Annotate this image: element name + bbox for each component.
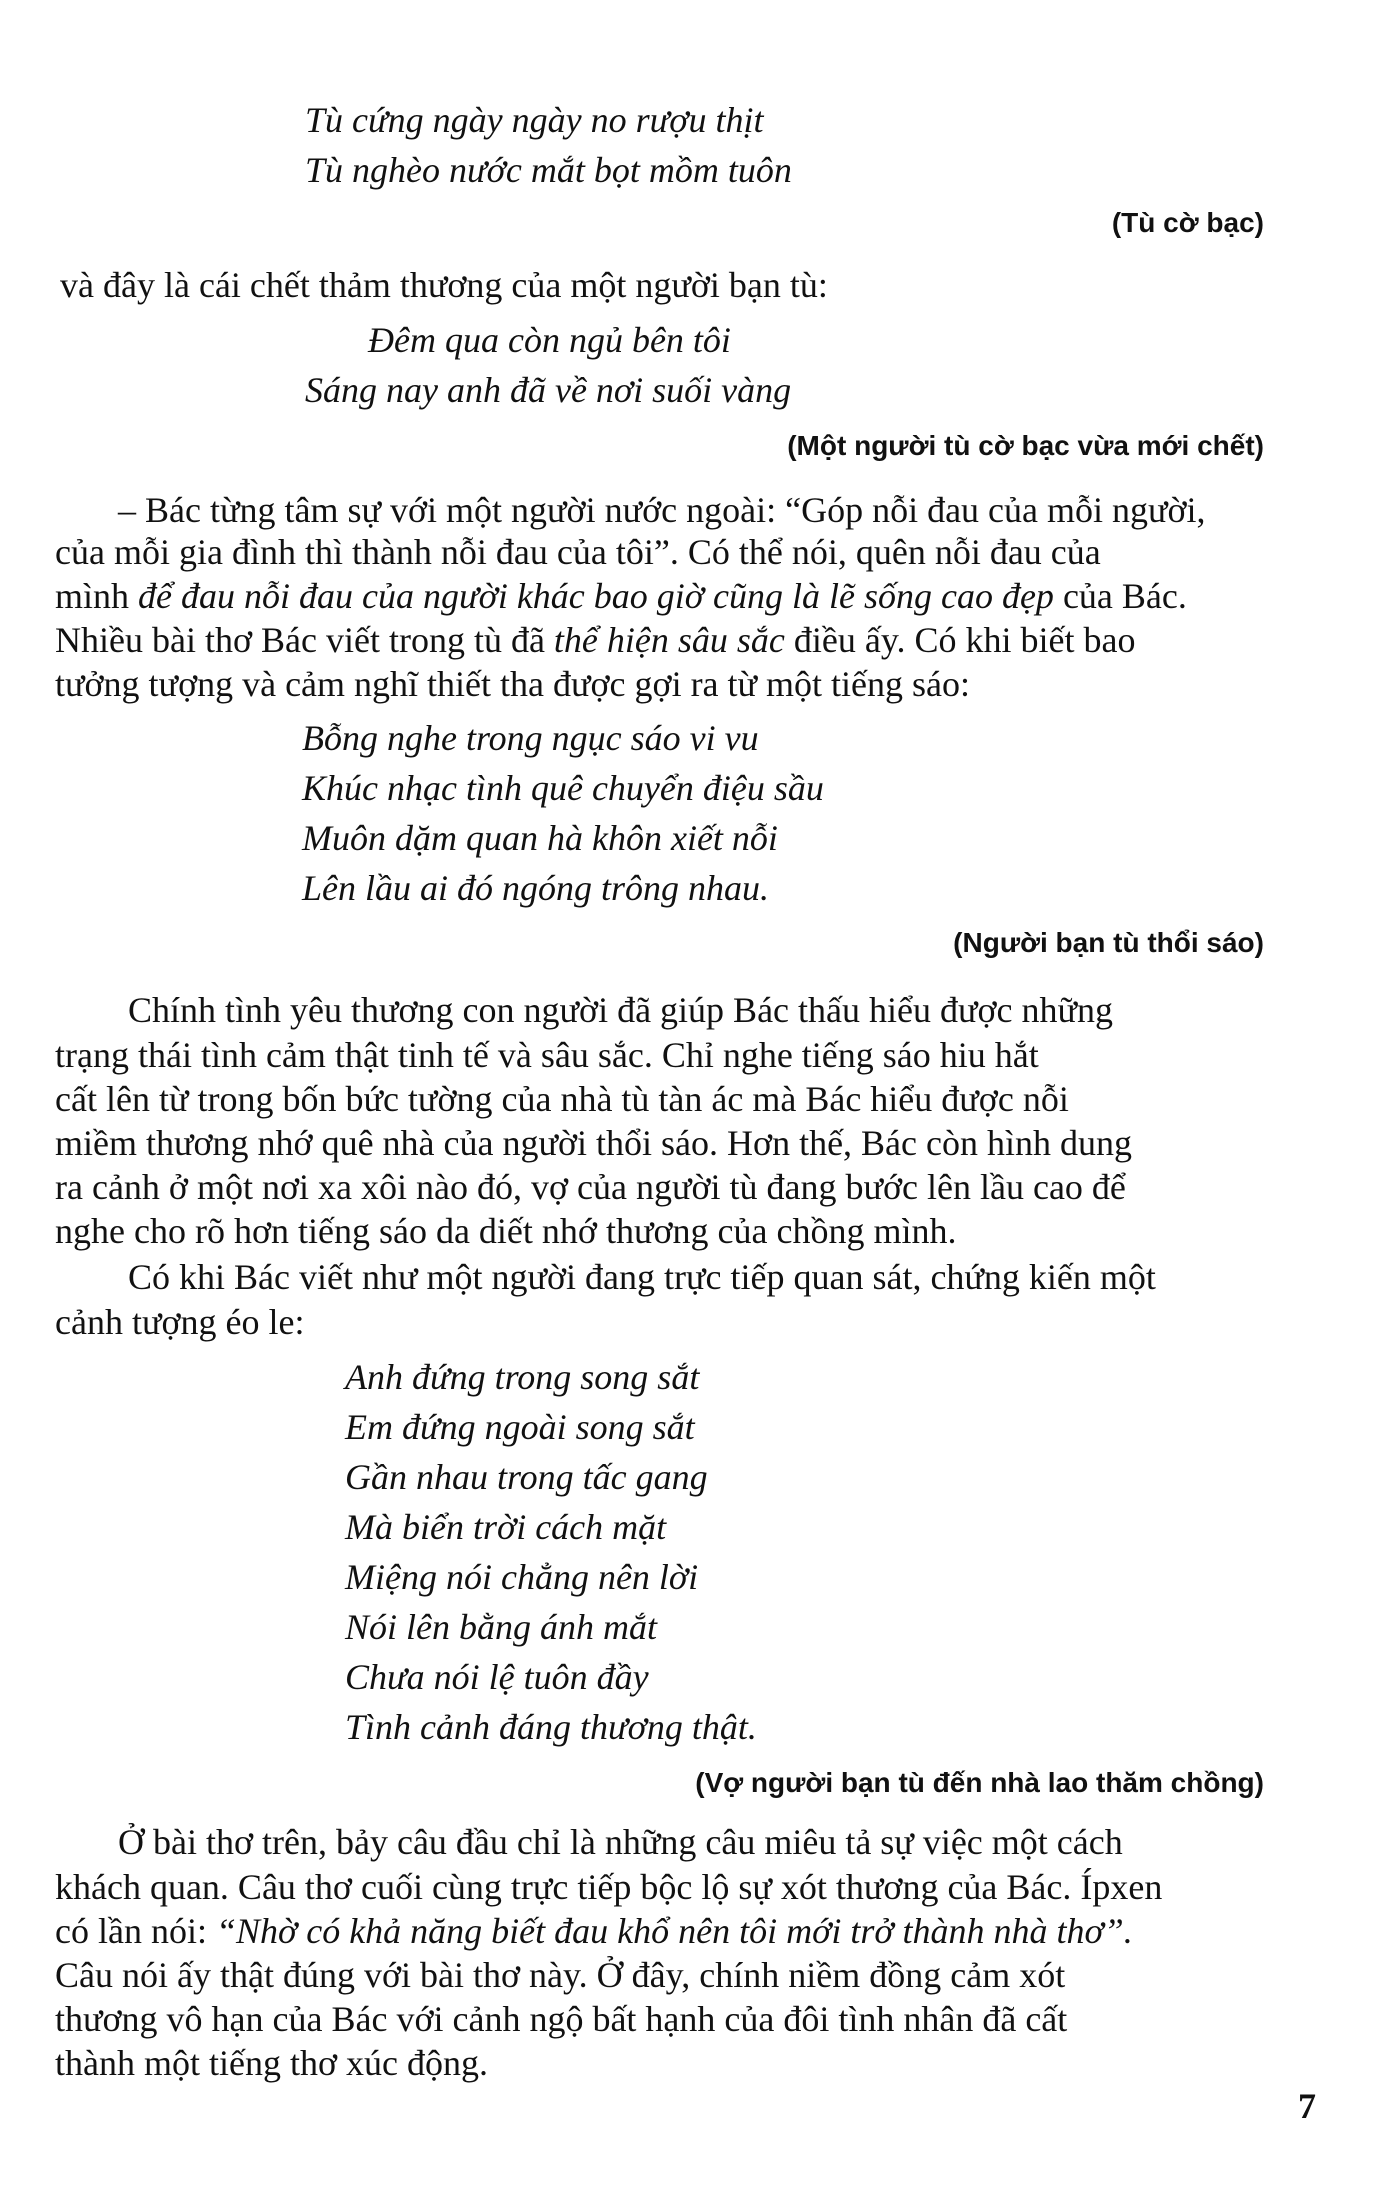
poem-line: Tù nghèo nước mắt bọt mồm tuôn	[305, 150, 792, 190]
poem-line: Mà biển trời cách mặt	[345, 1507, 667, 1547]
poem-caption: (Tù cờ bạc)	[1111, 207, 1264, 238]
poem-caption: (Người bạn tù thổi sáo)	[953, 927, 1264, 958]
emphasized-text: để đau nỗi đau của người khác bao giờ cũng là lẽ sống cao đẹp	[138, 576, 1054, 616]
body-text-line: và đây là cái chết thảm thương của một người bạn tù:	[60, 265, 828, 305]
body-text: Nhiều bài thơ Bác viết trong tù đã	[55, 620, 554, 660]
body-text-line	[55, 574, 1187, 618]
poem-line: Gần nhau trong tấc gang	[345, 1457, 708, 1497]
poem-line: Đêm qua còn ngủ bên tôi	[368, 320, 731, 360]
poem-line: Khúc nhạc tình quê chuyển điệu sầu	[302, 768, 824, 808]
poem-line: Nói lên bằng ánh mắt	[345, 1607, 657, 1647]
quote-text: “Nhờ có khả năng biết đau khổ nên tôi mới trở thành nhà thơ”.	[215, 1911, 1133, 1951]
poem-line: Muôn dặm quan hà khôn xiết nỗi	[302, 818, 778, 858]
body-text-line: cảnh tượng éo le:	[55, 1302, 305, 1342]
body-text-line	[55, 618, 1136, 662]
body-text-line: miềm thương nhớ quê nhà của người thổi sáo. Hơn thế, Bác còn hình dung	[55, 1123, 1132, 1163]
poem-line: Chưa nói lệ tuôn đầy	[345, 1657, 649, 1697]
body-text-line: – Bác từng tâm sự với một người nước ngoài: “Góp nỗi đau của mỗi người,	[118, 490, 1206, 530]
body-text: điều ấy. Có khi biết bao	[784, 620, 1136, 660]
body-text-line: thành một tiếng thơ xúc động.	[55, 2043, 488, 2083]
body-text-line: trạng thái tình cảm thật tinh tế và sâu sắc. Chỉ nghe tiếng sáo hiu hắt	[55, 1035, 1039, 1075]
poem-line: Lên lầu ai đó ngóng trông nhau.	[302, 868, 770, 908]
body-text-line: cất lên từ trong bốn bức tường của nhà tù tàn ác mà Bác hiểu được nỗi	[55, 1079, 1069, 1119]
poem-caption: (Một người tù cờ bạc vừa mới chết)	[787, 430, 1264, 461]
poem-line: Anh đứng trong song sắt	[345, 1357, 700, 1397]
body-text: có lần nói:	[55, 1911, 216, 1951]
body-text-line: ra cảnh ở một nơi xa xôi nào đó, vợ của người tù đang bước lên lầu cao để	[55, 1167, 1126, 1207]
body-text-line: thương vô hạn của Bác với cảnh ngộ bất hạnh của đôi tình nhân đã cất	[55, 1999, 1068, 2039]
poem-line: Em đứng ngoài song sắt	[345, 1407, 695, 1447]
body-text-line: Chính tình yêu thương con người đã giúp Bác thấu hiểu được những	[128, 990, 1114, 1030]
body-text: của Bác.	[1053, 576, 1187, 616]
body-text-line: Ở bài thơ trên, bảy câu đầu chỉ là những câu miêu tả sự việc một cách	[118, 1822, 1123, 1862]
poem-caption: (Vợ người bạn tù đến nhà lao thăm chồng)	[695, 1767, 1264, 1798]
poem-line: Sáng nay anh đã về nơi suối vàng	[305, 370, 792, 410]
body-text-line	[55, 1909, 1133, 1953]
emphasized-text: thể hiện sâu sắc	[553, 620, 785, 660]
body-text-line: của mỗi gia đình thì thành nỗi đau của tôi”. Có thể nói, quên nỗi đau của	[55, 532, 1101, 572]
body-text-line: nghe cho rõ hơn tiếng sáo da diết nhớ thương của chồng mình.	[55, 1211, 957, 1251]
body-text-line: Có khi Bác viết như một người đang trực tiếp quan sát, chứng kiến một	[128, 1257, 1156, 1297]
poem-line: Miệng nói chẳng nên lời	[345, 1557, 699, 1597]
body-text-line: Câu nói ấy thật đúng với bài thơ này. Ở đây, chính niềm đồng cảm xót	[55, 1955, 1066, 1995]
body-text-line: tưởng tượng và cảm nghĩ thiết tha được gợi ra từ một tiếng sáo:	[55, 664, 971, 704]
poem-line: Tù cứng ngày ngày no rượu thịt	[305, 100, 764, 140]
poem-line: Tình cảnh đáng thương thật.	[345, 1707, 757, 1747]
poem-line: Bỗng nghe trong ngục sáo vi vu	[302, 718, 759, 758]
page-number: 7	[1298, 2086, 1316, 2126]
body-text: mình	[55, 576, 139, 616]
body-text-line: khách quan. Câu thơ cuối cùng trực tiếp bộc lộ sự xót thương của Bác. Ípxen	[55, 1867, 1163, 1907]
